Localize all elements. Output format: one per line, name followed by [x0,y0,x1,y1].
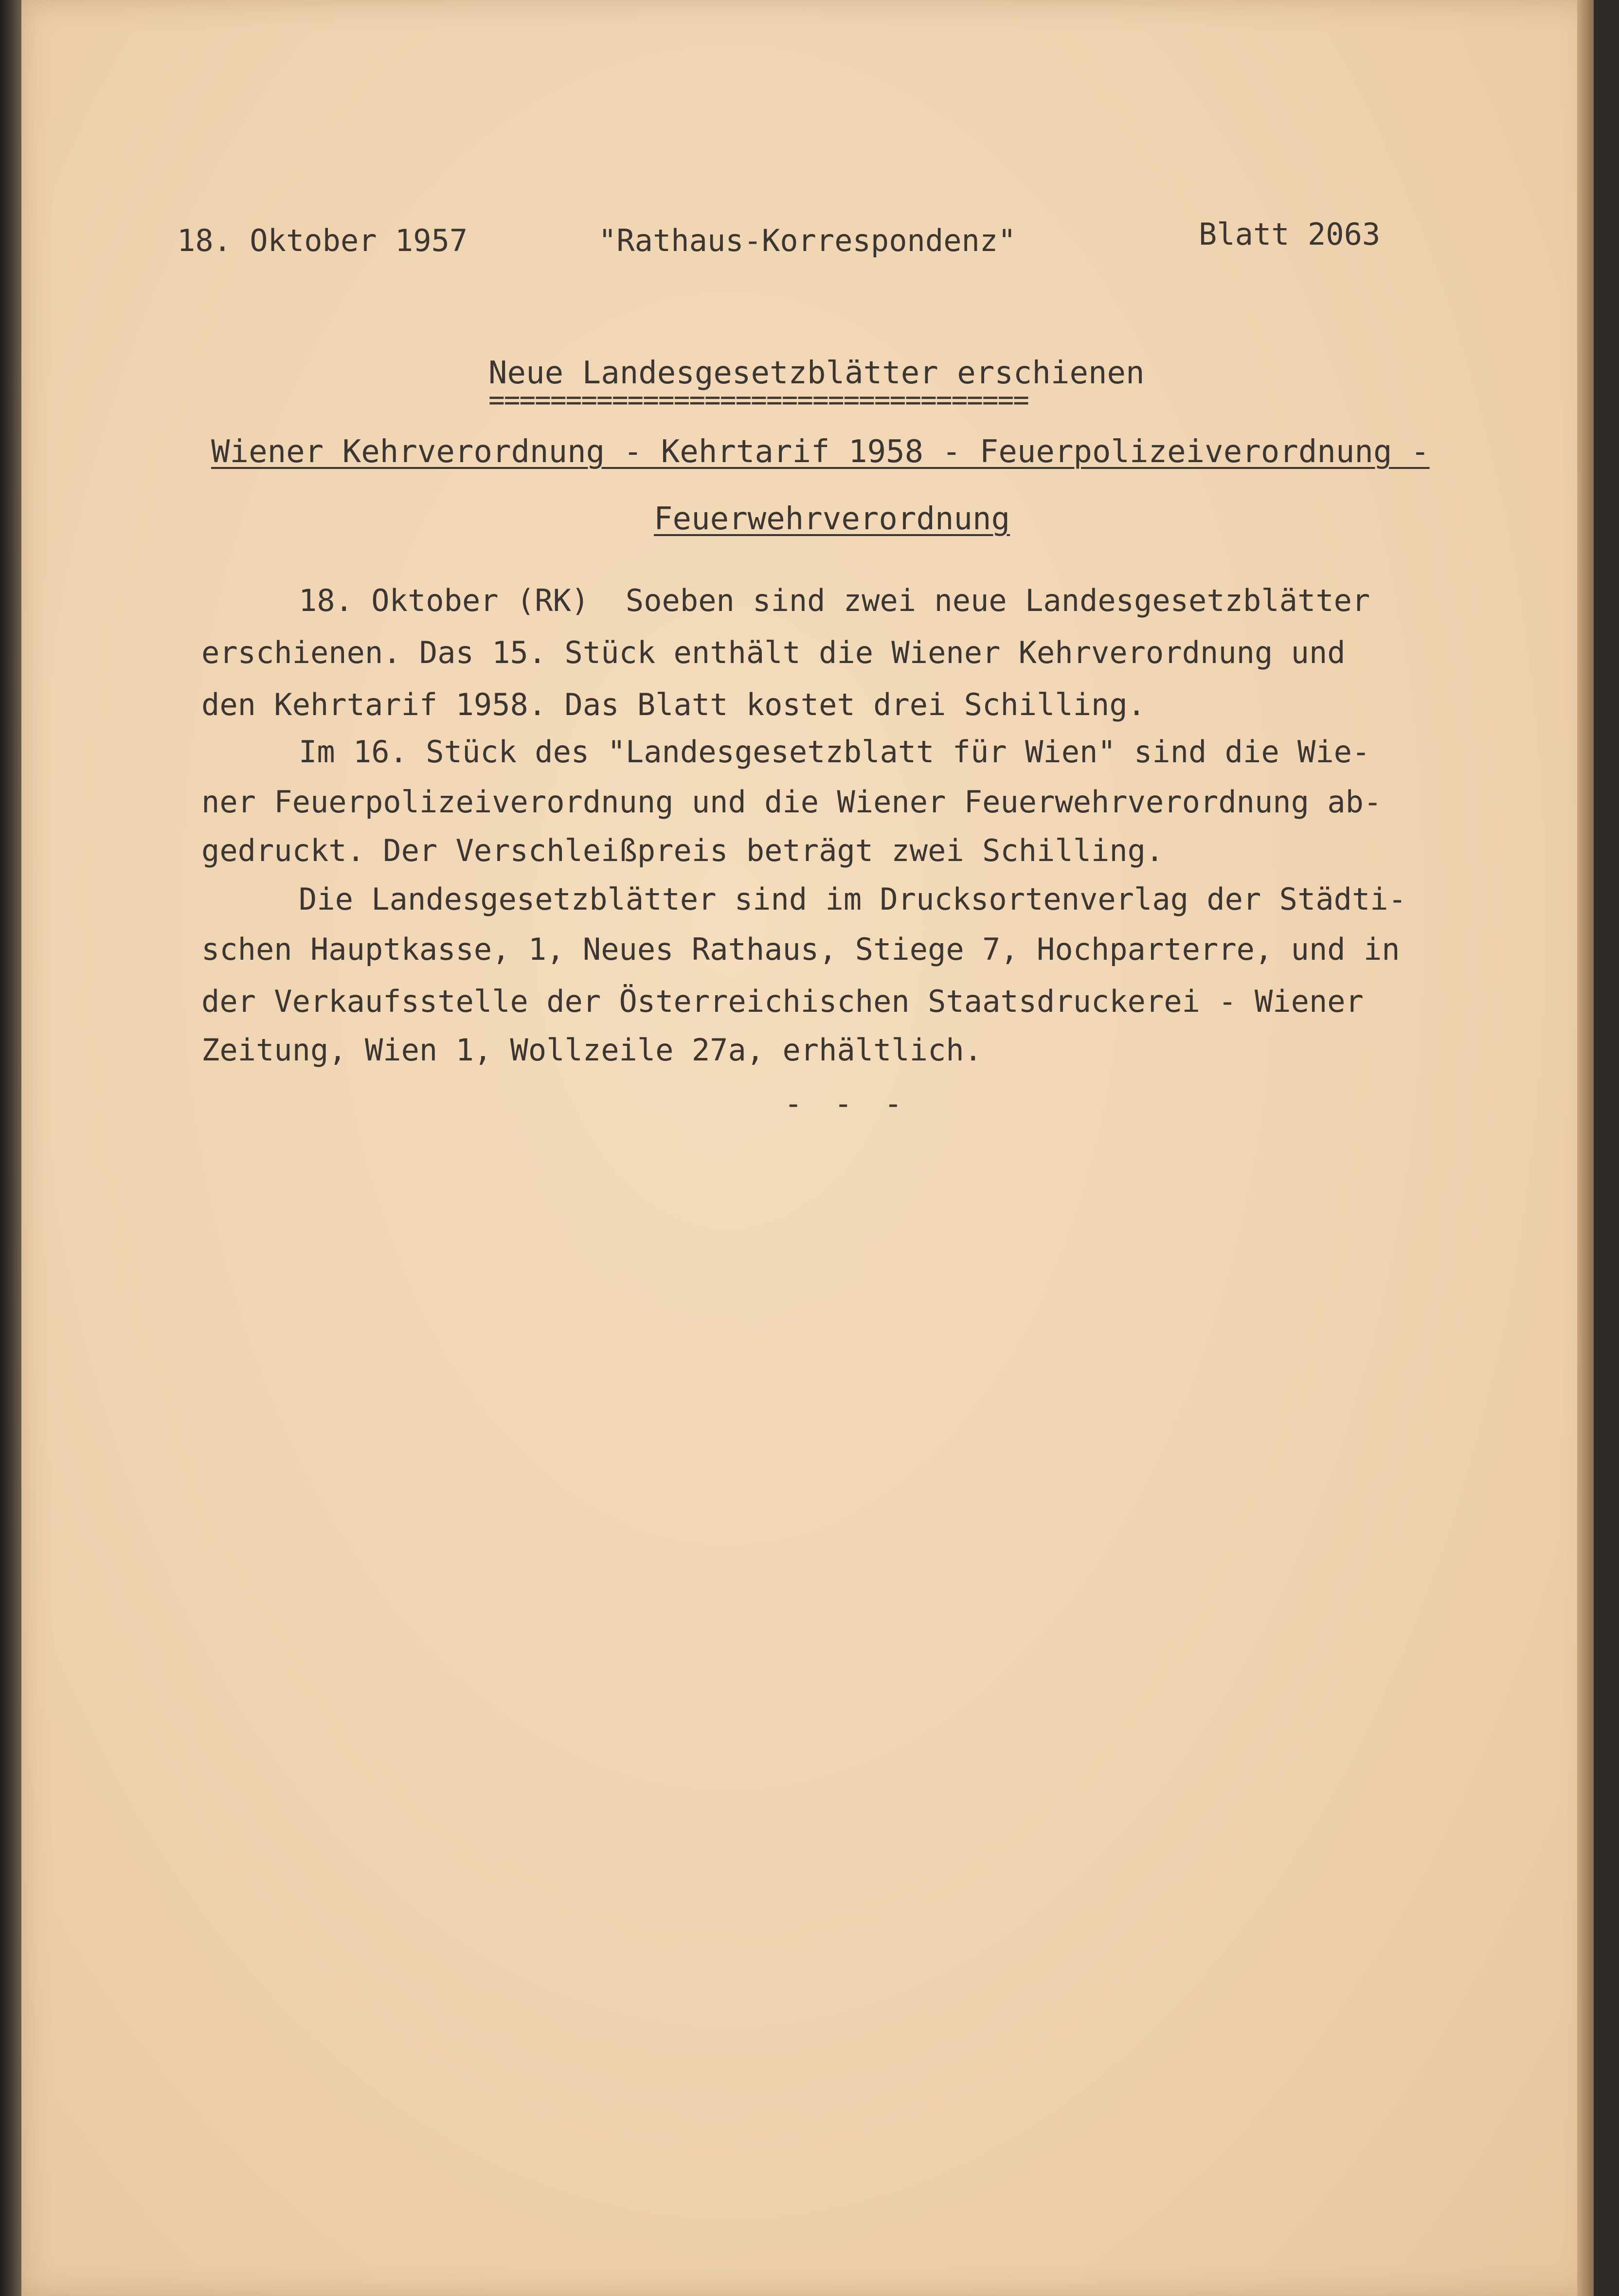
body-line: Zeitung, Wien 1, Wollzeile 27a, erhältlich. [201,1032,983,1068]
body-line: schen Hauptkasse, 1, Neues Rathaus, Stiege 7, Hochparterre, und in [201,932,1400,967]
article-title: Neue Landesgesetzblätter erschienen [488,355,1145,391]
body-line: Im 16. Stück des "Landesgesetzblatt für Wien" sind die Wie- [299,734,1370,770]
end-mark: - - - [784,1086,909,1121]
header-publication: "Rathaus-Korrespondenz" [598,223,1016,258]
title-double-underline: =================================== [488,384,1029,416]
article-subtitle-line-2: Feuerwehrverordnung [654,501,1010,537]
body-line: den Kehrtarif 1958. Das Blatt kostet drei Schilling. [201,687,1146,722]
binding-edge [0,0,21,2296]
header-date: 18. Oktober 1957 [177,223,468,258]
body-line: erschienen. Das 15. Stück enthält die Wiener Kehrverordnung und [201,635,1346,670]
header-sheet-number: Blatt 2063 [1199,216,1381,252]
body-line: Die Landesgesetzblätter sind im Drucksortenverlag der Städti- [299,881,1406,917]
body-line: gedruckt. Der Verschleißpreis beträgt zwei Schilling. [201,833,1164,868]
body-line: 18. Oktober (RK) Soeben sind zwei neue Landesgesetzblätter [299,583,1370,618]
page-right-edge [1577,0,1594,2296]
typewritten-page [21,0,1594,2296]
body-line: ner Feuerpolizeiverordnung und die Wiener Feuerwehrverordnung ab- [201,784,1382,820]
body-line: der Verkaufsstelle der Österreichischen Staatsdruckerei - Wiener [201,984,1364,1019]
article-subtitle-line-1: Wiener Kehrverordnung - Kehrtarif 1958 - Feuerpolizeiverordnung - [211,434,1430,470]
